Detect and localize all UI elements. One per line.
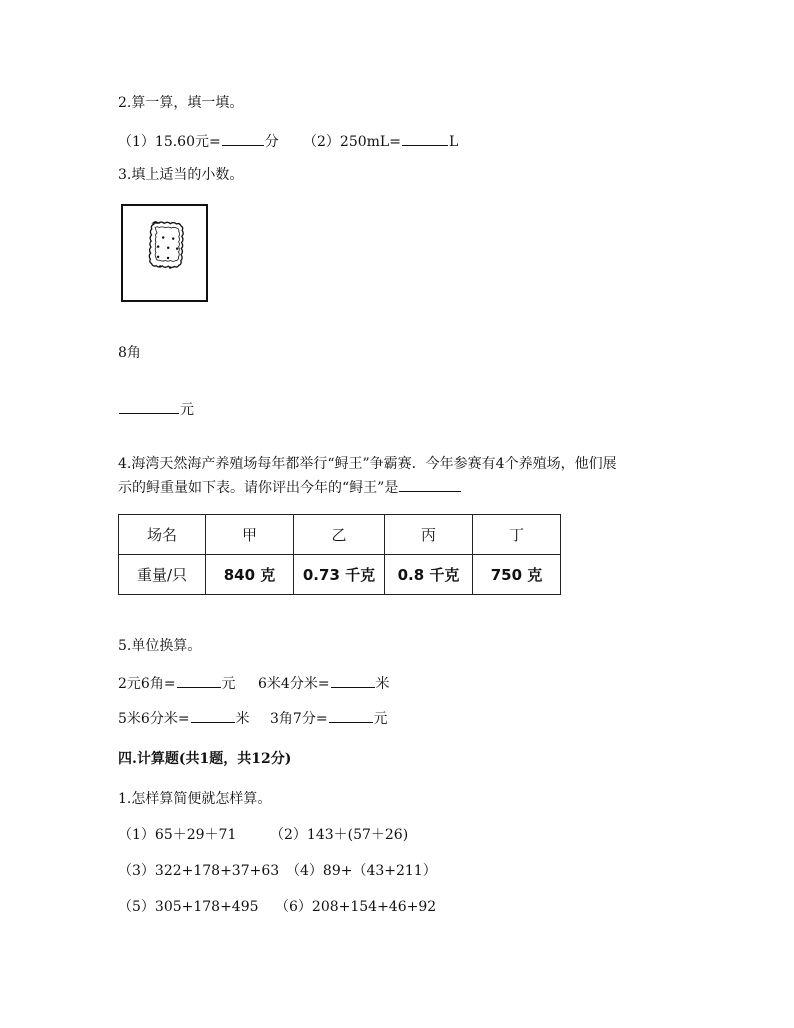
q5-title: 5.单位换算。 bbox=[118, 638, 202, 654]
q3-given: 8角 bbox=[118, 345, 141, 361]
section-4-q1-title: 1.怎样算简便就怎样算。 bbox=[118, 791, 272, 807]
q5-row-1b-unit: 米 bbox=[375, 676, 390, 692]
table-header-row bbox=[119, 515, 561, 555]
q3-answer bbox=[118, 399, 194, 419]
table-cell: 840 克 bbox=[206, 555, 294, 595]
fish-weight-table bbox=[118, 514, 561, 595]
table-cell: 750 克 bbox=[473, 555, 561, 595]
q4-line-2-text: 示的鲟重量如下表。请你评出今年的“鲟王”是 bbox=[118, 480, 399, 496]
q5-row-1a-unit: 元 bbox=[221, 676, 236, 692]
table-cell: 甲 bbox=[206, 515, 294, 555]
q3-answer-blank[interactable] bbox=[119, 399, 179, 414]
biscuit-picture bbox=[121, 204, 208, 302]
section-4-heading: 四.计算题(共1题，共12分) bbox=[118, 751, 292, 767]
table-cell: 重量/只 bbox=[119, 555, 206, 595]
q5-row-1b-blank[interactable] bbox=[331, 673, 375, 688]
q5-row-2b bbox=[270, 708, 388, 728]
q5-row-1a-prefix: 2元6角= bbox=[118, 676, 176, 692]
q2-item-1-blank[interactable] bbox=[222, 131, 264, 146]
q5-row-2a bbox=[118, 708, 250, 728]
calc-item-3: （3）322+178+37+63 bbox=[118, 863, 280, 879]
q4-answer-blank[interactable] bbox=[399, 477, 461, 492]
table-cell: 丙 bbox=[385, 515, 473, 555]
table-row bbox=[119, 555, 561, 595]
q4-line-1: 4.海湾天然海产养殖场每年都举行“鲟王”争霸赛．今年参赛有4个养殖场，他们展 bbox=[118, 456, 617, 472]
q5-row-2b-prefix: 3角7分= bbox=[270, 711, 328, 727]
q5-row-2a-blank[interactable] bbox=[191, 708, 235, 723]
table-cell: 0.8 千克 bbox=[385, 555, 473, 595]
q2-item-2-unit: L bbox=[448, 134, 459, 150]
table-cell: 场名 bbox=[119, 515, 206, 555]
table-cell: 乙 bbox=[294, 515, 385, 555]
calc-item-1: （1）65＋29＋71 bbox=[118, 827, 237, 843]
q2-item-1-prefix: （1）15.60元= bbox=[118, 134, 221, 150]
q2-item-1-unit: 分 bbox=[264, 134, 279, 150]
calc-item-4: （4）89+（43+211） bbox=[286, 863, 437, 879]
q5-row-1a-blank[interactable] bbox=[177, 673, 221, 688]
q5-row-2b-unit: 元 bbox=[373, 711, 388, 727]
q2-item-2 bbox=[303, 131, 458, 151]
q3-answer-unit: 元 bbox=[180, 402, 194, 418]
q5-row-2b-blank[interactable] bbox=[329, 708, 373, 723]
q5-row-1b bbox=[258, 673, 390, 693]
q5-row-2a-unit: 米 bbox=[235, 711, 250, 727]
calc-item-2: （2）143＋(57＋26) bbox=[270, 827, 409, 843]
q2-item-2-blank[interactable] bbox=[402, 131, 448, 146]
q2-item-1 bbox=[118, 131, 279, 151]
table-cell: 0.73 千克 bbox=[294, 555, 385, 595]
q4-line-2 bbox=[118, 477, 462, 497]
q5-row-1a bbox=[118, 673, 236, 693]
calc-item-6: （6）208+154+46+92 bbox=[275, 899, 437, 915]
calc-item-5: （5）305+178+495 bbox=[118, 899, 259, 915]
q5-row-1b-prefix: 6米4分米= bbox=[258, 676, 330, 692]
q5-row-2a-prefix: 5米6分米= bbox=[118, 711, 190, 727]
biscuit-icon bbox=[123, 206, 206, 300]
q2-item-2-prefix: （2）250mL= bbox=[303, 134, 401, 150]
q3-title: 3.填上适当的小数。 bbox=[118, 167, 244, 183]
q2-title: 2.算一算，填一填。 bbox=[118, 95, 244, 111]
table-cell: 丁 bbox=[473, 515, 561, 555]
